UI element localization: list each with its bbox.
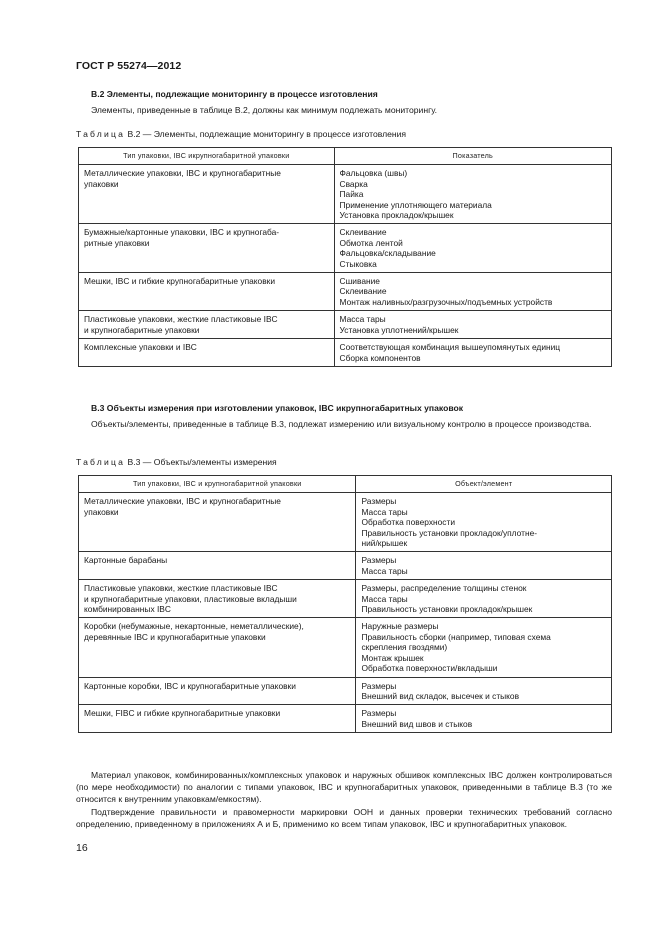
table-b3-value-line: Размеры, распределение толщины стенок bbox=[361, 583, 527, 594]
table-b2-type-line: Пластиковые упаковки, жесткие пластиковые IBC bbox=[84, 314, 278, 325]
table-b3-value-line: Масса тары bbox=[361, 506, 408, 517]
table-b2-value-line: Стыковка bbox=[339, 258, 377, 269]
table-b3-type-line: Картонные коробки, IBC и крупногабаритные упаковки bbox=[84, 680, 296, 691]
table-b3-caption-text: В.3 — Объекты/элементы измерения bbox=[125, 457, 277, 467]
table-b3-type-line: упаковки bbox=[84, 506, 119, 517]
table-b2-type-cell bbox=[79, 311, 335, 339]
table-b2-value-line: Установка прокладок/крышек bbox=[339, 210, 454, 221]
table-b2-value-line: Применение уплотняющего материала bbox=[339, 199, 492, 210]
table-b2-body bbox=[79, 165, 612, 367]
table-b3-row bbox=[79, 705, 612, 733]
table-b3-value-line: Наружные размеры bbox=[361, 621, 439, 632]
table-b2-value-cell bbox=[334, 224, 611, 273]
table-b3-type-line: Пластиковые упаковки, жесткие пластиковые IBC bbox=[84, 583, 278, 594]
table-b3-type-cell bbox=[79, 493, 356, 552]
table-b3-type-line: Картонные барабаны bbox=[84, 555, 168, 566]
table-b2-header-indicator: Показатель bbox=[334, 148, 611, 165]
table-b3-body bbox=[79, 493, 612, 733]
table-b3-value-line: Масса тары bbox=[361, 593, 408, 604]
table-b3-type-line: и крупногабаритные упаковки, пластиковые вкладыши bbox=[84, 593, 297, 604]
table-b3-type-cell bbox=[79, 705, 356, 733]
table-b3-value-cell bbox=[356, 705, 612, 733]
table-b3-type-cell bbox=[79, 677, 356, 705]
table-b3-row bbox=[79, 493, 612, 552]
table-b2-type-line: Комплексные упаковки и IBC bbox=[84, 342, 197, 353]
table-b2-value-line: Соответствующая комбинация вышеупомянутых единиц bbox=[339, 342, 561, 353]
table-b3-type-cell bbox=[79, 618, 356, 677]
table-b3-type-line: Мешки, FIBC и гибкие крупногабаритные упаковки bbox=[84, 708, 281, 719]
table-b3-value-line: Обработка поверхности/вкладыши bbox=[361, 663, 498, 674]
table-b3-value-cell bbox=[356, 580, 612, 618]
table-b2-type-line: и крупногабаритные упаковки bbox=[84, 324, 200, 335]
table-b2-type-cell bbox=[79, 339, 335, 367]
table-b2-value-line: Сварка bbox=[339, 178, 368, 189]
table-b2-value-line: Фальцовка/складывание bbox=[339, 248, 436, 259]
table-b3 bbox=[78, 475, 612, 733]
table-b3-value-line: Правильность установки прокладок/уплотне- bbox=[361, 527, 538, 538]
table-b2-type-line: ритные упаковки bbox=[84, 237, 150, 248]
table-b3-value-line: Размеры bbox=[361, 680, 397, 691]
table-b3-value-line: скрепления гвоздями) bbox=[361, 642, 448, 653]
closing-paragraph-1: Материал упаковок, комбинированных/комплексных упаковок и наружных обшивок комплексных IBC должен контролироваться (по мере необходимости) по аналогии с типами упаковок, IBC и крупногабаритных упаковок, приведенными в таблице В.3 (то же относится к внутренним упаковкам/емкостям). bbox=[76, 770, 612, 804]
table-b3-value-cell bbox=[356, 552, 612, 580]
table-b3-value-line: Внешний вид швов и стыков bbox=[361, 718, 473, 729]
table-b3-value-line: Масса тары bbox=[361, 565, 408, 576]
table-b2-type-cell bbox=[79, 224, 335, 273]
table-b2-row bbox=[79, 224, 612, 273]
table-b3-value-line: Правильность установки прокладок/крышек bbox=[361, 604, 533, 615]
table-b2-header-type: Тип упаковки, IBC икрупногабаритной упаковки bbox=[79, 148, 335, 165]
table-b3-value-cell bbox=[356, 677, 612, 705]
section-b3-intro: Объекты/элементы, приведенные в таблице В.3, подлежат измерению или визуальному контролю в процессе производства. bbox=[91, 419, 592, 429]
table-b3-header-object: Объект/элемент bbox=[356, 476, 612, 493]
table-b2-value-line: Склеивание bbox=[339, 227, 387, 238]
table-b2-type-line: Бумажные/картонные упаковки, IBC и крупногаба- bbox=[84, 227, 280, 238]
table-b2-value-line: Пайка bbox=[339, 189, 364, 200]
table-b3-row bbox=[79, 677, 612, 705]
table-b2-value-cell bbox=[334, 339, 611, 367]
table-b3-value-cell bbox=[356, 618, 612, 677]
table-b3-value-cell bbox=[356, 493, 612, 552]
table-b3-row bbox=[79, 618, 612, 677]
table-b2-value-cell bbox=[334, 311, 611, 339]
section-b2-intro: Элементы, приведенные в таблице В.2, должны как минимум подлежать мониторингу. bbox=[91, 105, 438, 115]
table-b2-value-line: Фальцовка (швы) bbox=[339, 168, 408, 179]
table-b3-value-line: Размеры bbox=[361, 708, 397, 719]
table-b3-caption bbox=[76, 457, 277, 467]
table-b2-row bbox=[79, 165, 612, 224]
table-b2-value-line: Сшивание bbox=[339, 276, 380, 287]
table-b3-value-line: ний/крышек bbox=[361, 538, 408, 549]
table-b3-type-cell bbox=[79, 580, 356, 618]
table-b3-type-line: Металлические упаковки, IBC и крупногабаритные bbox=[84, 496, 281, 507]
table-b2-caption-text: В.2 — Элементы, подлежащие мониторингу в процессе изготовления bbox=[125, 129, 407, 139]
table-b3-row bbox=[79, 580, 612, 618]
table-b2-value-line: Монтаж наливных/разгрузочных/подъемных устройств bbox=[339, 296, 553, 307]
page-number: 16 bbox=[76, 842, 88, 854]
table-b2-row bbox=[79, 339, 612, 367]
document-header: ГОСТ Р 55274—2012 bbox=[76, 60, 182, 72]
table-b2-value-cell bbox=[334, 273, 611, 311]
table-b3-value-line: Монтаж крышек bbox=[361, 652, 424, 663]
table-b3-type-line: Коробки (небумажные, некартонные, неметаллические), bbox=[84, 621, 304, 632]
table-b3-header-type: Тип упаковки, IBC и крупногабаритной упаковки bbox=[79, 476, 356, 493]
table-b3-type-line: комбинированных IBC bbox=[84, 604, 171, 615]
table-b2-type-cell bbox=[79, 165, 335, 224]
table-b2-value-cell bbox=[334, 165, 611, 224]
table-b3-type-cell bbox=[79, 552, 356, 580]
table-b2-value-line: Сборка компонентов bbox=[339, 352, 421, 363]
table-b2-value-line: Установка уплотнений/крышек bbox=[339, 324, 459, 335]
table-b2-type-line: Металлические упаковки, IBC и крупногабаритные bbox=[84, 168, 281, 179]
table-b3-value-line: Размеры bbox=[361, 555, 397, 566]
table-b2-type-line: Мешки, IBC и гибкие крупногабаритные упаковки bbox=[84, 276, 276, 287]
table-b2-header-row bbox=[79, 148, 612, 165]
table-b3-value-line: Правильность сборки (например, типовая схема bbox=[361, 631, 551, 642]
table-b3-type-line: деревянные IBC и крупногабаритные упаковки bbox=[84, 631, 266, 642]
table-b3-header-row bbox=[79, 476, 612, 493]
table-b3-caption-word: Таблица bbox=[76, 457, 126, 467]
table-b2-row bbox=[79, 311, 612, 339]
section-b2-title: В.2 Элементы, подлежащие мониторингу в процессе изготовления bbox=[91, 89, 378, 99]
table-b3-value-line: Обработка поверхности bbox=[361, 517, 455, 528]
table-b3-value-line: Размеры bbox=[361, 496, 397, 507]
table-b2-caption bbox=[76, 129, 406, 139]
table-b2-value-line: Масса тары bbox=[339, 314, 386, 325]
table-b2-type-line: упаковки bbox=[84, 178, 119, 189]
table-b2-type-cell bbox=[79, 273, 335, 311]
table-b2-caption-word: Таблица bbox=[76, 129, 126, 139]
table-b3-value-line: Внешний вид складок, высечек и стыков bbox=[361, 690, 520, 701]
section-b3-title: В.3 Объекты измерения при изготовлении упаковок, IBC икрупногабаритных упаковок bbox=[91, 403, 464, 413]
table-b2-value-line: Склеивание bbox=[339, 286, 387, 297]
table-b2-row bbox=[79, 273, 612, 311]
table-b3-row bbox=[79, 552, 612, 580]
table-b2 bbox=[78, 147, 612, 367]
closing-paragraph-2: Подтверждение правильности и правомерности маркировки ООН и данных проверки технических требований согласно определению, приведенному в приложениях А и Б, применимо ко всем типам упаковок, IBC и крупногабаритных упаковок. bbox=[76, 807, 612, 829]
table-b2-value-line: Обмотка лентой bbox=[339, 237, 403, 248]
